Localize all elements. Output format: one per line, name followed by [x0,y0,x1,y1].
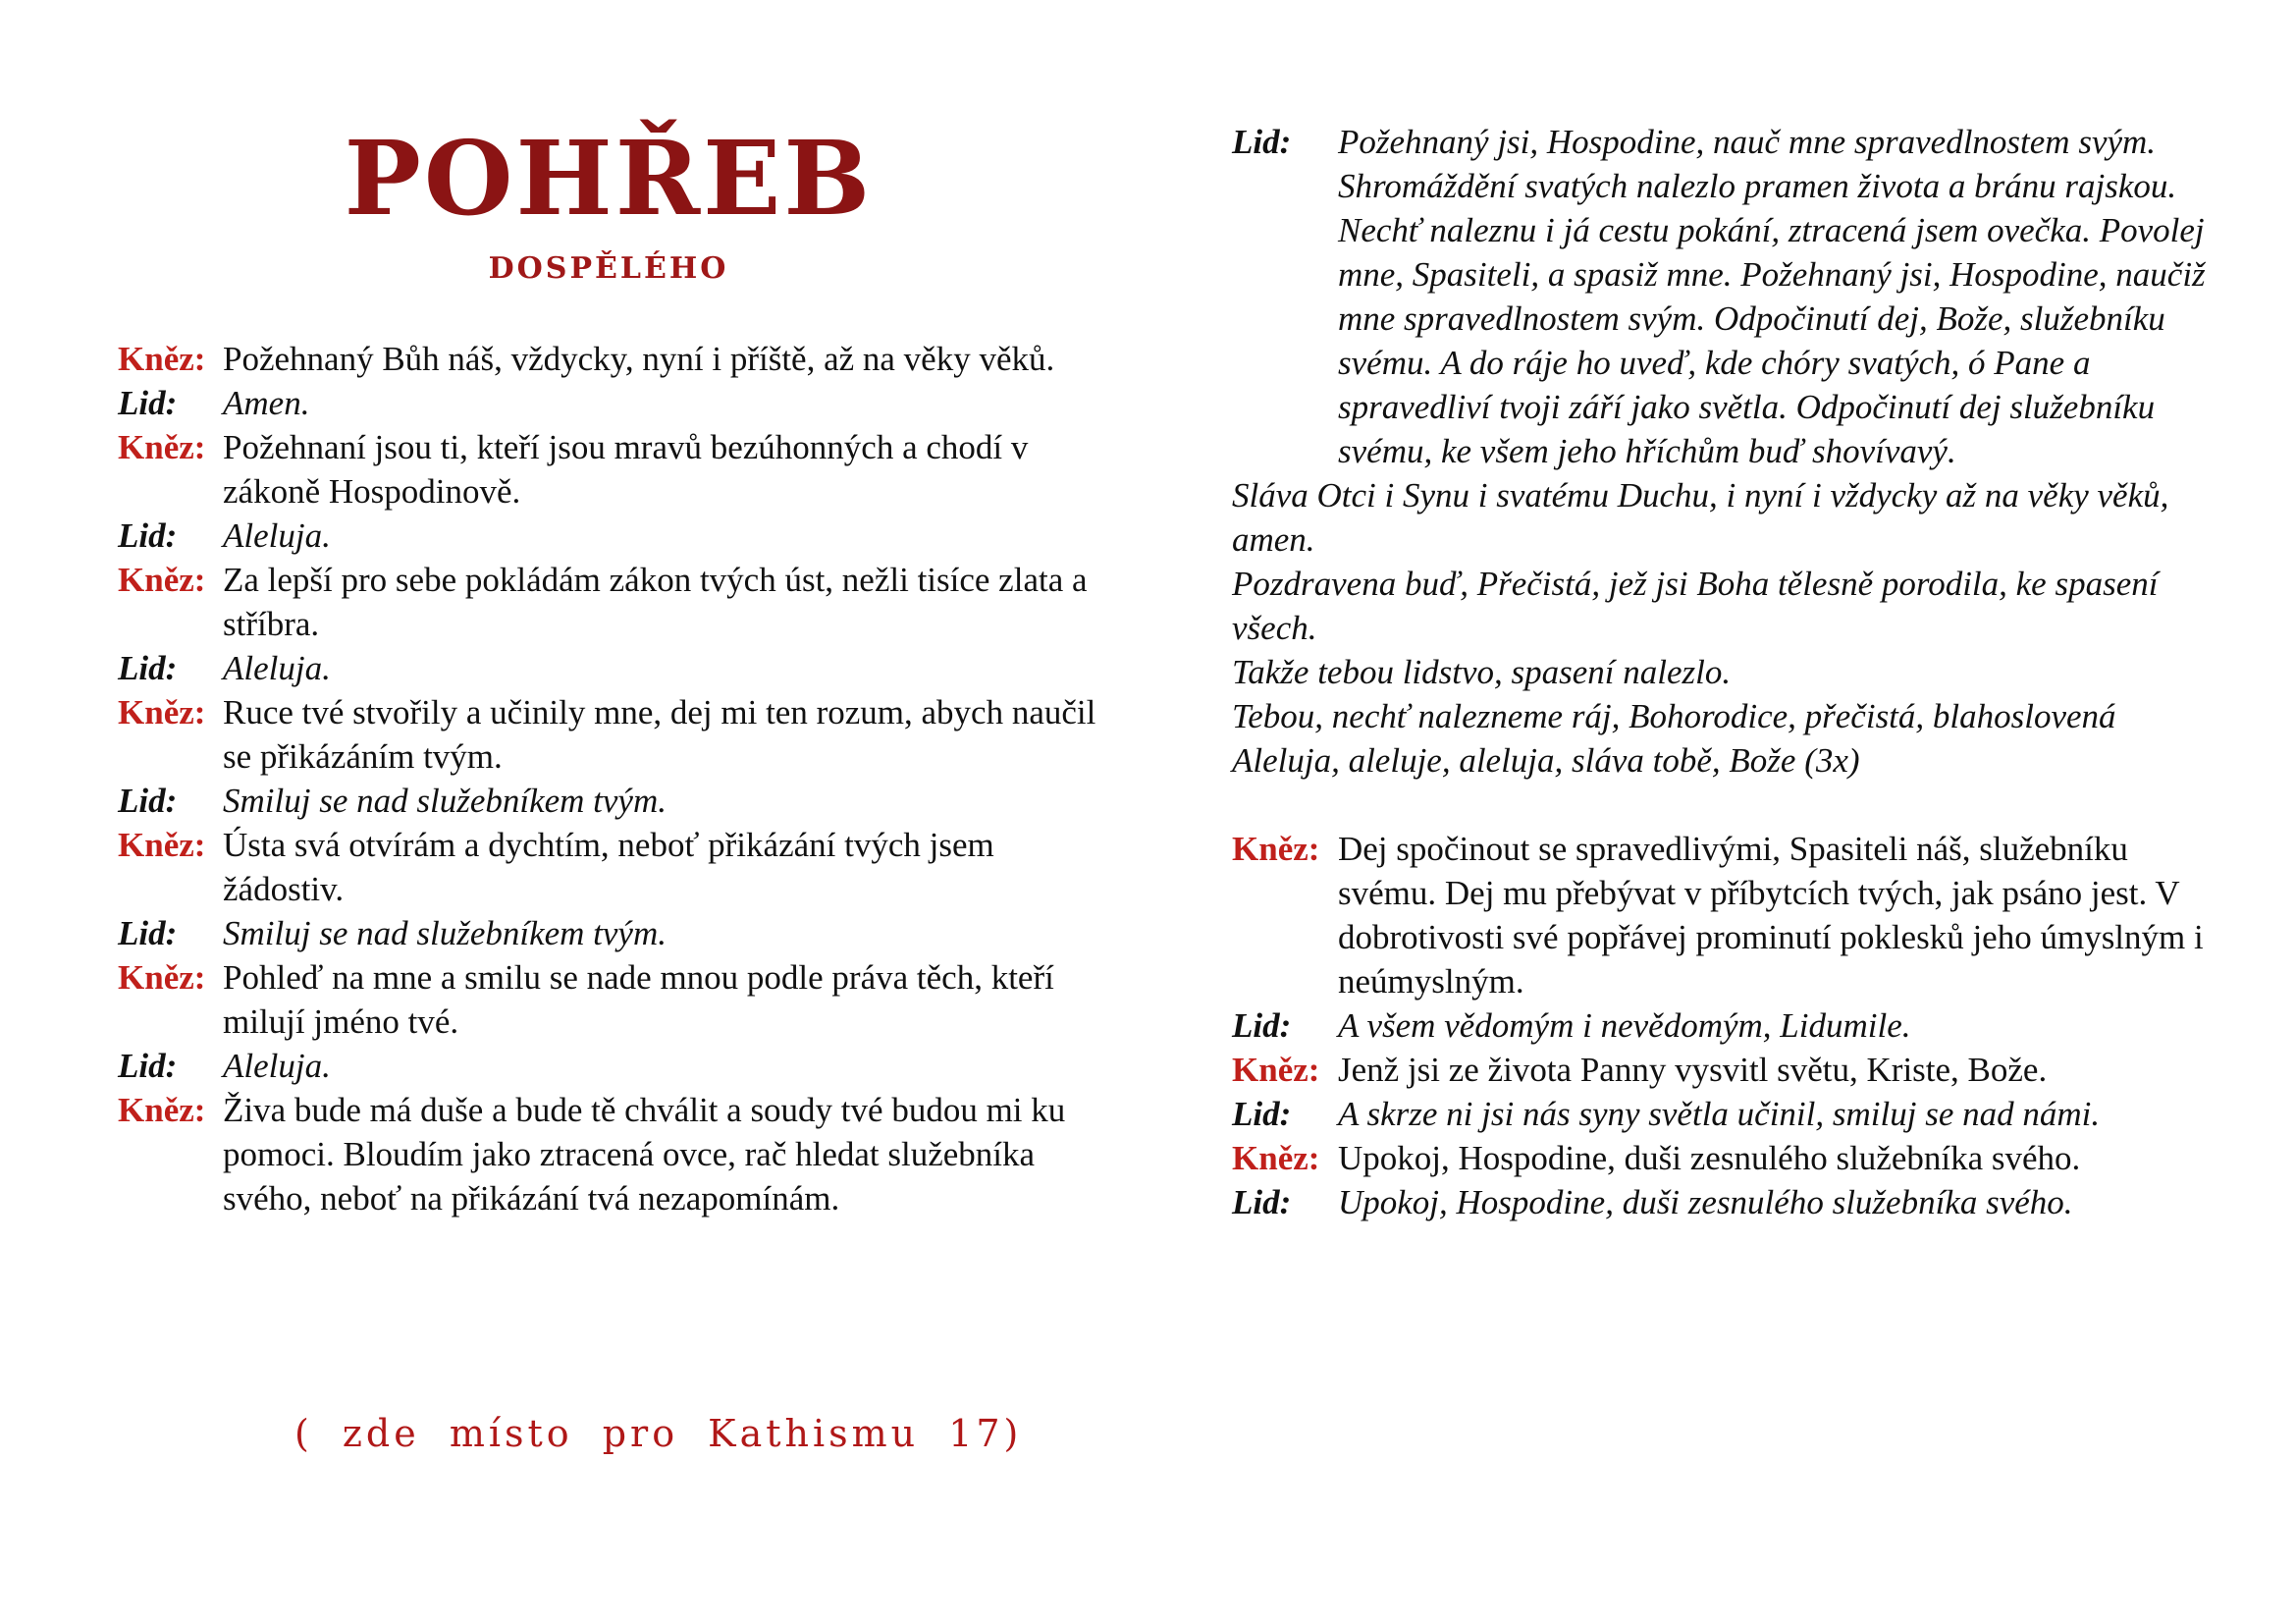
dialogue-text: Živa bude má duše a bude tě chválit a soudy tvé budou mi ku pomoci. Bloudím jako ztracená ovce, rač hledat služebníka svého, neboť na přikázání tvá nezapomínám. [223,1091,1066,1218]
dialogue-text: Pohleď na mne a smilu se nade mnou podle práva těch, kteří milují jméno tvé. [223,958,1054,1041]
kathisma-note: ( zde místo pro Kathismu 17) [294,1412,1023,1455]
dialogue-text: Aleluja. [223,516,331,555]
dialogue-text: Amen. [223,384,310,422]
dialogue-text: Upokoj, Hospodine, duši zesnulého služebníka svého. [1338,1139,2081,1177]
speaker-label: Lid: [118,516,178,555]
hymn-text: Požehnaný jsi, Hospodine, nauč mne spravedlnostem svým. Shromáždění svatých nalezlo pramen života a bránu rajskou. Nechť naleznu i já cestu pokání, ztracená jsem ovečka. Povolej mne, Spasiteli, a spasiž mne. Požehnaný jsi, Hospodine, naučiž mne spravedlnostem svým. Odpočinutí dej, Bože, služebníku svému. A do ráje ho uveď, kde chóry svatých, ó Pane a spravedliví tvoji září jako světla. Odpočinutí dej služebníku svému, ke všem jeho hříchům buď shovívavý. [1338,123,2206,470]
dialogue-text: Upokoj, Hospodine, duši zesnulého služebníka svého. [1338,1183,2073,1221]
speaker-label: Lid: [1232,1095,1292,1133]
dialogue-entry [118,646,1099,690]
speaker-label: Kněz: [118,693,206,731]
dialogue-text: Ústa svá otvírám a dychtím, neboť přikázání tvých jsem žádostiv. [223,826,994,908]
dialogue-entry [118,337,1099,381]
doxology-text: Sláva Otci i Synu i svatému Duchu, i nyní i vždycky až na věky věků, amen. [1232,476,2169,559]
page-subtitle: DOSPĚLÉHO [488,251,729,286]
speaker-label: Kněz: [1232,1051,1320,1089]
speaker-label: Kněz: [118,340,206,378]
speaker-label: Lid: [118,914,178,952]
speaker-label: Kněz: [118,561,206,599]
right-page [1232,120,2223,1224]
speaker-label: Kněz: [118,958,206,997]
speaker-label: Lid: [1232,1006,1292,1045]
speaker-label: Lid: [118,649,178,687]
dialogue-text: Požehnaní jsou ti, kteří jsou mravů bezúhonných a chodí v zákoně Hospodinově. [223,428,1029,511]
page-title: POHŘEB [344,118,874,239]
dialogue-text: Ruce tvé stvořily a učinily mne, dej mi ten rozum, abych naučil se přikázáním tvým. [223,693,1096,776]
dialogue-text: Aleluja. [223,649,331,687]
dialogue-entry [1232,1092,2223,1136]
dialogue-entry [1232,120,2223,473]
speaker-label: Kněz: [1232,830,1320,868]
dialogue-text: Dej spočinout se spravedlivými, Spasiteli náš, služebníku svému. Dej mu přebývat v příbytcích tvých, jak psáno jest. V dobrotivosti své popřávej prominutí poklesků jeho úmyslným i neúmyslným. [1338,830,2204,1001]
dialogue-entry [118,514,1099,558]
speaker-label: Kněz: [118,428,206,466]
left-page [118,118,1099,1220]
dialogue-entry [118,779,1099,823]
speaker-label: Lid: [1232,1183,1292,1221]
speaker-label: Lid: [118,1047,178,1085]
dialogue-text: A všem vědomým i nevědomým, Lidumile. [1338,1006,1911,1045]
dialogue-entry [118,381,1099,425]
theotokion-text: Pozdravena buď, Přečistá, jež jsi Boha tělesně porodila, ke spasení všech. [1232,565,2159,647]
speaker-label: Lid: [118,384,178,422]
theotokion-line: Tebou, nechť nalezneme ráj, Bohorodice, přečistá, blahoslovená [1232,697,2116,735]
dialogue-entry [1232,1003,2223,1048]
speaker-label: Lid: [118,782,178,820]
dialogue-text: Aleluja. [223,1047,331,1085]
dialogue-text: Smiluj se nad služebníkem tvým. [223,914,667,952]
dialogue-entry [118,955,1099,1044]
dialogue-text: Za lepší pro sebe pokládám zákon tvých úst, nežli tisíce zlata a stříbra. [223,561,1088,643]
dialogue-text: Požehnaný Bůh náš, vždycky, nyní i příště, až na věky věků. [223,340,1055,378]
dialogue-entry [118,911,1099,955]
dialogue-entry [118,558,1099,646]
dialogue-entry [118,823,1099,911]
dialogue-text: A skrze ni jsi nás syny světla učinil, smiluj se nad námi. [1338,1095,2101,1133]
dialogue-entry [118,1044,1099,1088]
dialogue-entry [1232,1136,2223,1180]
theotokion-line: Takže tebou lidstvo, spasení nalezlo. [1232,653,1732,691]
dialogue-entry [1232,827,2223,1003]
dialogue-entry [118,425,1099,514]
speaker-label: Kněz: [118,826,206,864]
dialogue-entry [118,690,1099,779]
dialogue-entry [118,1088,1099,1220]
spacer [1232,783,2223,827]
speaker-label: Kněz: [1232,1139,1320,1177]
dialogue-entry [1232,1180,2223,1224]
dialogue-text: Smiluj se nad služebníkem tvým. [223,782,667,820]
speaker-label: Lid: [1232,123,1292,161]
left-dialogue [118,337,1099,1220]
dialogue-entry [1232,1048,2223,1092]
speaker-label: Kněz: [118,1091,206,1129]
alleluia-line: Aleluja, aleluje, aleluja, sláva tobě, Bože (3x) [1232,741,1860,780]
dialogue-text: Jenž jsi ze života Panny vysvitl světu, Kriste, Bože. [1338,1051,2048,1089]
